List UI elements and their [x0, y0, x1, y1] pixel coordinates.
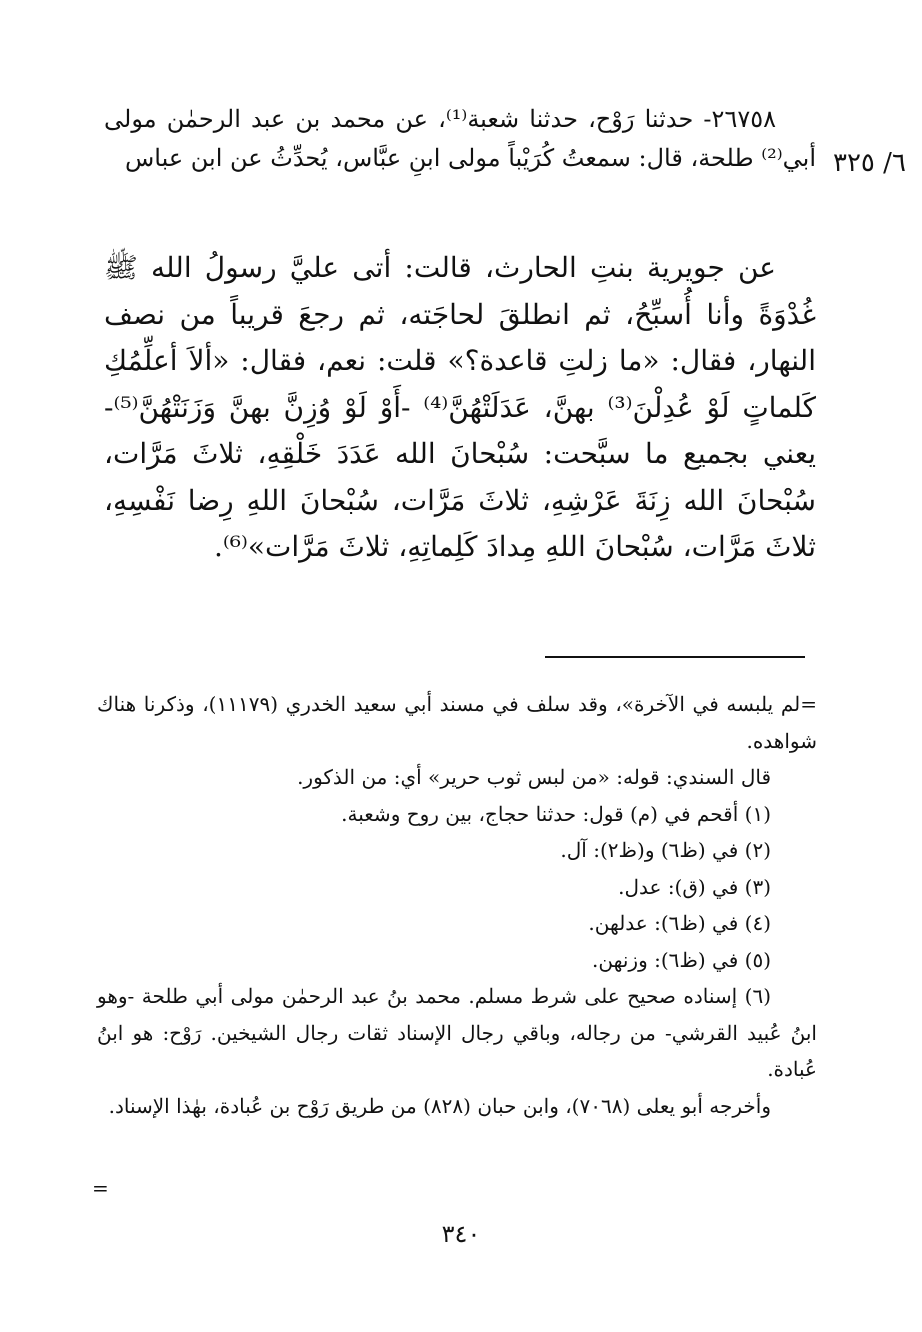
margin-volume-page-reference: ٦/ ٣٢٥ [833, 148, 906, 178]
hadith-header-text: ٢٦٧٥٨- حدثنا رَوْح، حدثنا شعبة⁽¹⁾، عن محمد بن عبد الرحمٰن مولى أبي⁽²⁾ طلحة، قال: سمعتُ كُرَيْباً مولى ابنِ عبَّاس، يُحدِّثُ عن ابن عباس [104, 105, 816, 172]
footnote-carryover: =لم يلبسه في الآخرة»، وقد سلف في مسند أبي سعيد الخدري (١١١٧٩)، وذكرنا هناك شواهده. [97, 692, 817, 753]
hadith-matn [104, 245, 816, 571]
hadith-body-text: عن جويرية بنتِ الحارث، قالت: أتى عليَّ رسولُ الله ﷺ غُدْوَةً وأنا أُسبِّحُ، ثم انطلقَ لحاجَته، ثم رجعَ قريباً من نصف النهار، فقال: «ما زلتِ قاعدة؟» قلت: نعم، فقال: «ألاَ أعلِّمُكِ كَلماتٍ لَوْ عُدِلْنَ⁽³⁾ بهنَّ، عَدَلَتْهُنَّ⁽⁴⁾ -أَوْ لَوْ وُزِنَّ بهنَّ وَزَنَتْهُنَّ⁽⁵⁾- يعني بجميع ما سبَّحت: سُبْحانَ الله عَدَدَ خَلْقِهِ، ثلاثَ مَرَّات، سُبْحانَ الله زِنَةَ عَرْشِهِ، ثلاثَ مَرَّات، سُبْحانَ اللهِ رِضا نَفْسِهِ، ثلاثَ مَرَّات، سُبْحانَ اللهِ مِدادَ كَلِماتِهِ، ثلاثَ مَرَّات»⁽⁶⁾. [104, 251, 817, 563]
hadith-isnad [104, 100, 816, 178]
footnote-2: (٢) في (ظ٦) و(ظ٢): آل. [560, 838, 771, 862]
footnote-takhrij: وأخرجه أبو يعلى (٧٠٦٨)، وابن حبان (٨٢٨) من طريق رَوْح بن عُبادة، بهٰذا الإسناد. [108, 1093, 771, 1118]
continuation-mark: = [92, 1176, 109, 1200]
footnote-5: (٥) في (ظ٦): وزنهن. [592, 947, 771, 972]
footnote-3: (٣) في (ق): عدل. [618, 874, 771, 899]
footnote-6: (٦) إسناده صحيح على شرط مسلم. محمد بنُ عبد الرحمٰن مولى أبي طلحة -وهو ابنُ عُبيد القرشي- من رجاله، وباقي رجال الإسناد ثقات رجال الشيخين. رَوْح: هو ابنُ عُبادة. [97, 984, 817, 1081]
footnotes [97, 686, 817, 1124]
footnote-4: (٤) في (ظ٦): عدلهن. [588, 911, 771, 935]
footnote-1: (١) أقحم في (م) قول: حدثنا حجاج، بين روح وشعبة. [341, 801, 771, 826]
page-number: ٣٤٠ [441, 1220, 481, 1248]
footnote-separator-rule [545, 656, 805, 658]
footnote-sindi: قال السندي: قوله: «من لبس ثوب حرير» أي: من الذكور. [297, 765, 771, 789]
